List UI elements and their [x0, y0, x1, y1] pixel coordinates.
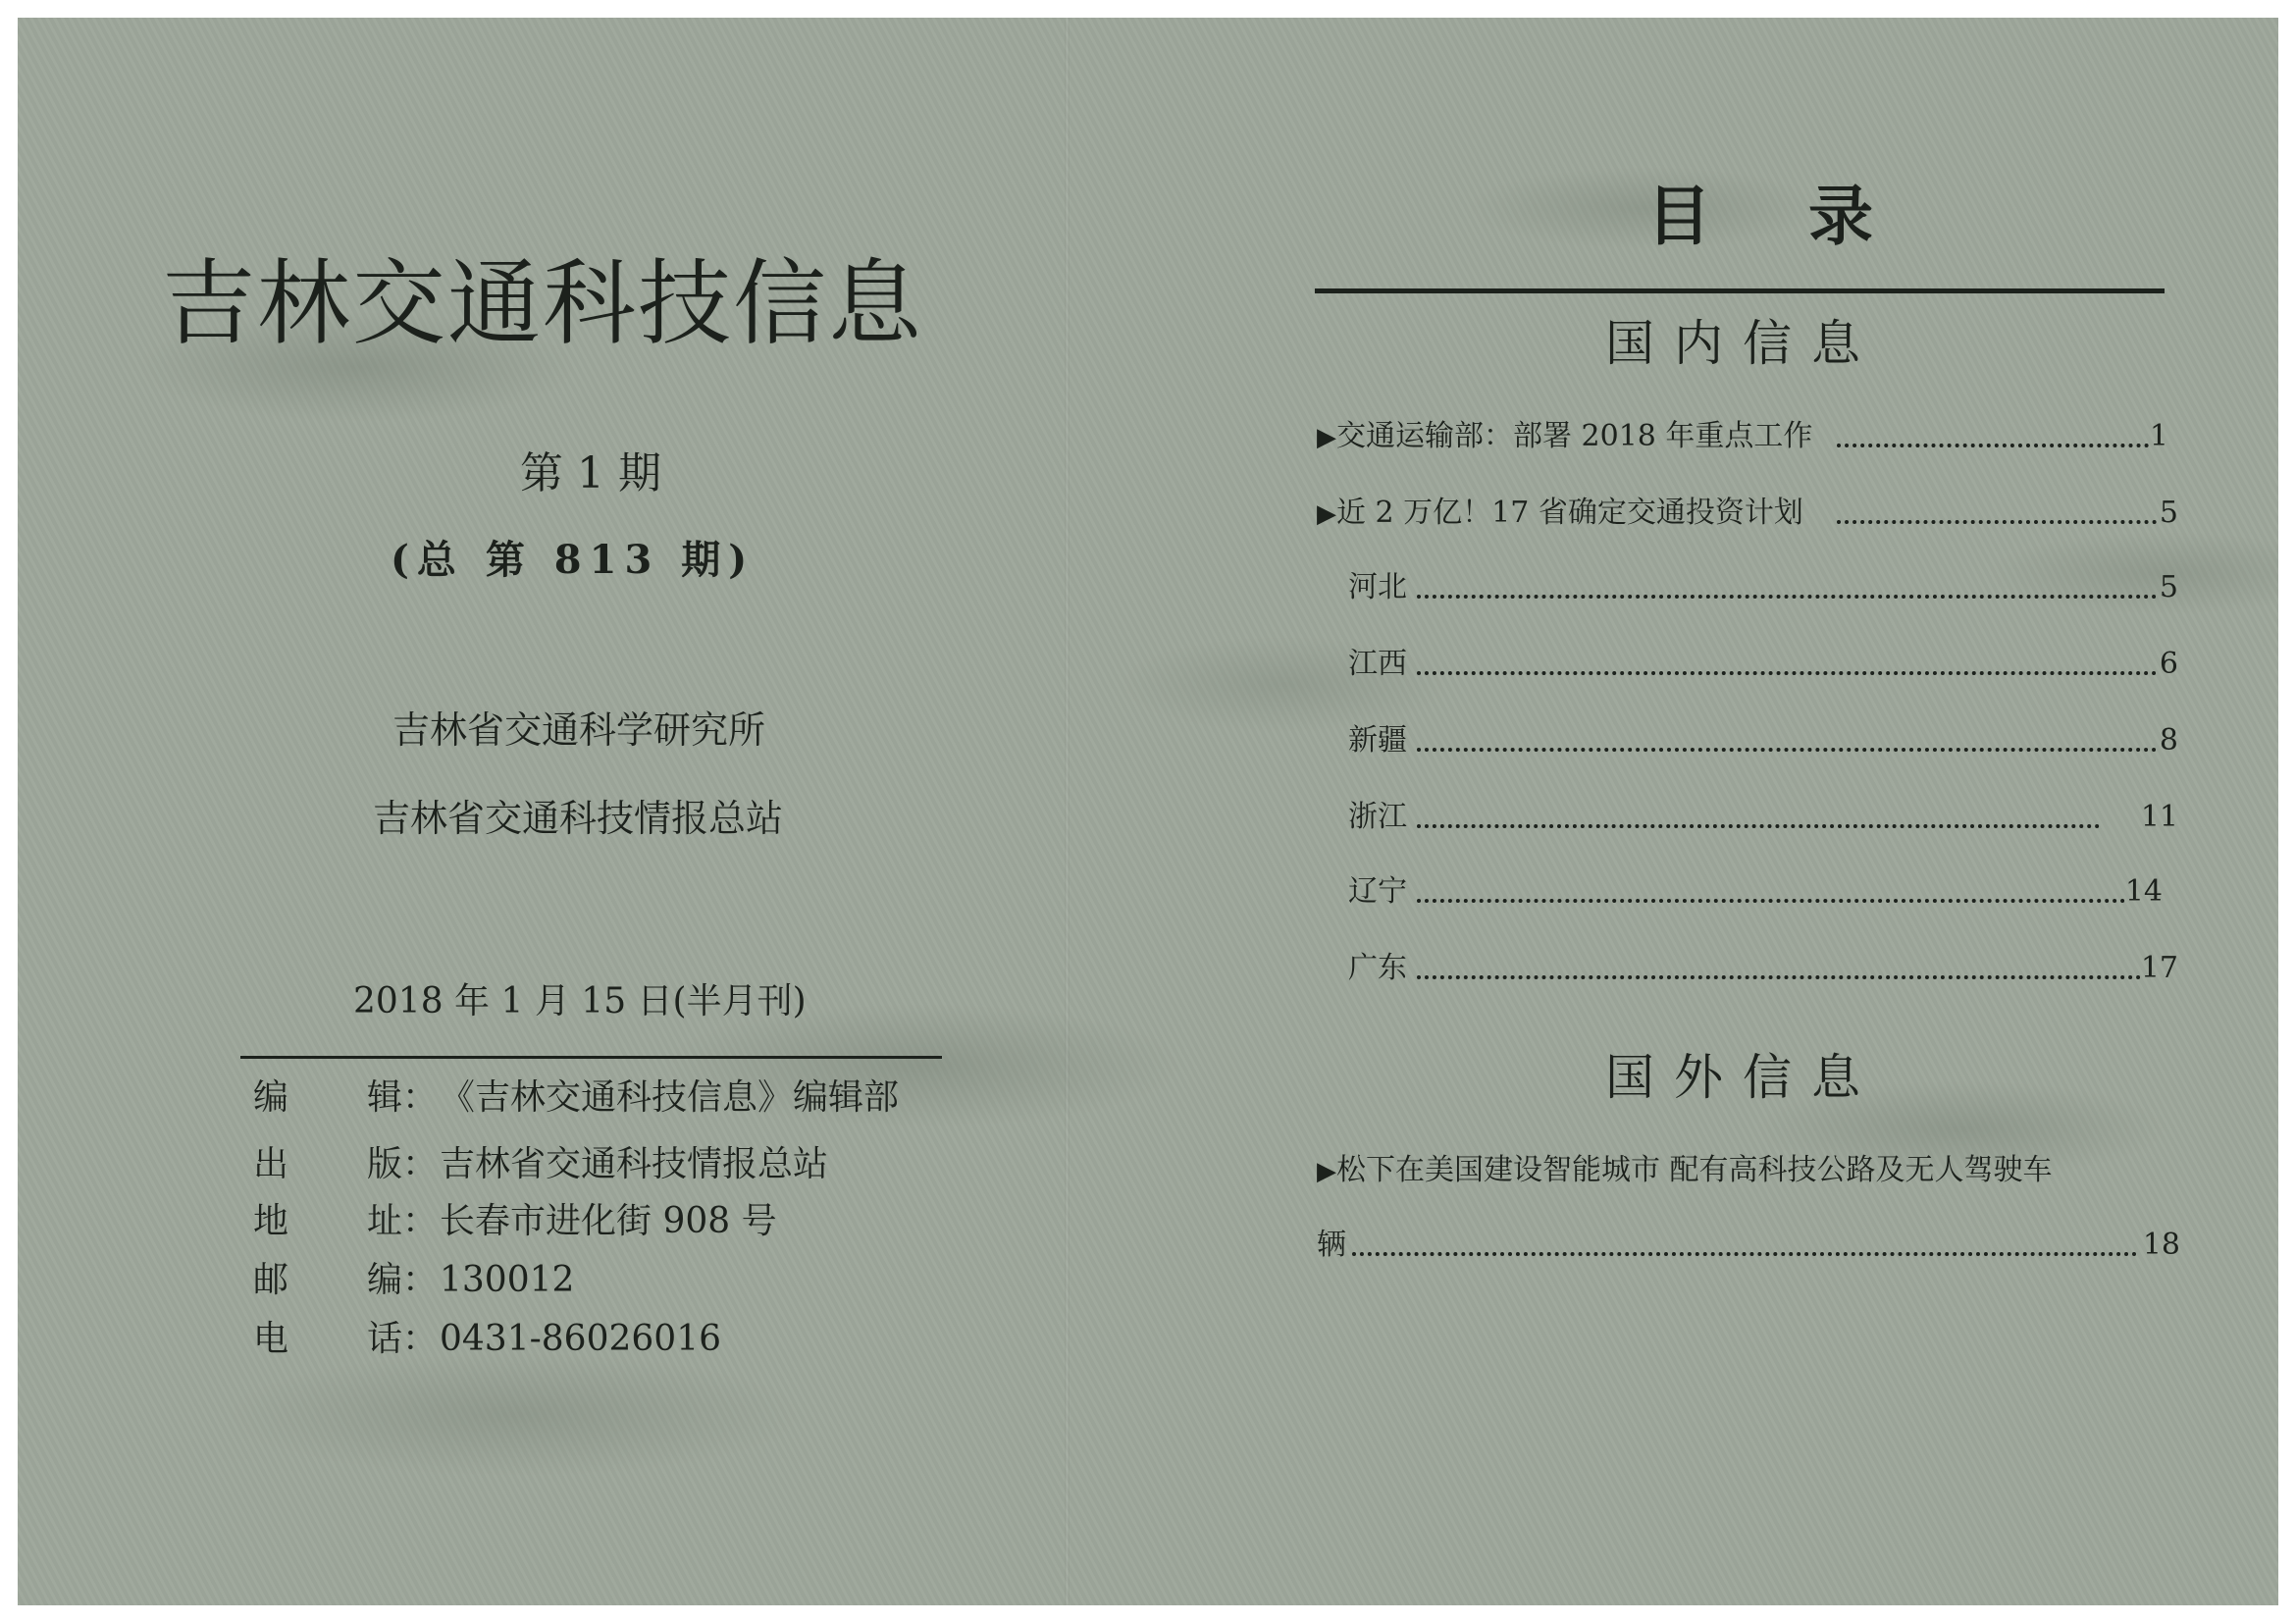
- toc-entry-foreign-line1[interactable]: [1317, 1150, 2180, 1191]
- toc-entry[interactable]: [1317, 416, 2168, 457]
- toc-entry-page: 11: [2140, 800, 2178, 834]
- triangle-bullet-icon: ▶: [1317, 1157, 1336, 1186]
- publication-date: 2018 年 1 月 15 日(半月刊): [353, 981, 807, 1021]
- triangle-bullet-icon: ▶: [1317, 423, 1336, 452]
- page-fold: [1065, 18, 1070, 1605]
- toc-entry[interactable]: [1348, 567, 2178, 608]
- toc-entry[interactable]: [1348, 797, 2178, 838]
- toc-entry-label: 广东: [1348, 951, 1407, 985]
- info-value: 吉林省交通科技情报总站: [440, 1144, 829, 1184]
- dot-leader: [1417, 871, 2125, 903]
- info-key: 址：: [367, 1201, 439, 1241]
- toc-entry-label: ▶近 2 万亿！17 省确定交通投资计划: [1317, 496, 1803, 530]
- toc-entry[interactable]: [1348, 644, 2178, 685]
- dot-leader: [1837, 493, 2157, 524]
- toc-entry-page: 17: [2140, 951, 2178, 985]
- toc-entry-page: 1: [2149, 419, 2168, 453]
- toc-entry[interactable]: [1348, 948, 2178, 989]
- dot-leader: [1417, 644, 2157, 675]
- dot-leader: [1417, 720, 2157, 752]
- triangle-bullet-icon: ▶: [1317, 499, 1336, 529]
- info-value: 0431-86026016: [440, 1319, 722, 1359]
- info-value: 长春市进化街 908 号: [440, 1201, 777, 1241]
- organization-2: 吉林省交通科技情报总站: [373, 797, 784, 840]
- section-heading-foreign: 国外信息: [1605, 1049, 1880, 1106]
- toc-entry[interactable]: [1348, 720, 2178, 761]
- divider-line: [240, 1056, 942, 1059]
- toc-entry-label: 新疆: [1348, 723, 1407, 758]
- toc-entry-label: ▶交通运输部：部署 2018 年重点工作: [1317, 419, 1813, 453]
- toc-entry-page: 5: [2159, 570, 2178, 604]
- toc-entry-page: 14: [2124, 874, 2163, 909]
- toc-entry-label: ▶松下在美国建设智能城市 配有高科技公路及无人驾驶车: [1317, 1153, 2053, 1187]
- info-key: 编：: [367, 1260, 439, 1300]
- info-key: 版：: [367, 1144, 439, 1184]
- toc-entry-page: 18: [2142, 1228, 2180, 1262]
- toc-entry-label: 辽宁: [1348, 874, 1407, 909]
- info-key: 辑：: [367, 1077, 439, 1118]
- info-value: 《吉林交通科技信息》编辑部: [440, 1077, 900, 1118]
- info-key: 地: [253, 1201, 289, 1241]
- toc-entry-foreign-line2[interactable]: [1317, 1225, 2180, 1266]
- info-key: 电: [253, 1319, 289, 1359]
- dot-leader: [1417, 567, 2157, 599]
- info-value: 130012: [440, 1260, 575, 1300]
- toc-entry-label: 河北: [1348, 570, 1407, 604]
- toc-entry-label: 辆: [1317, 1228, 1346, 1262]
- toc-title: 目 录: [1646, 178, 1910, 254]
- dot-leader: [1417, 948, 2141, 979]
- toc-divider: [1315, 288, 2165, 293]
- toc-entry-label: 浙江: [1348, 800, 1407, 834]
- toc-entry-label: 江西: [1348, 647, 1407, 681]
- toc-entry-page: 6: [2159, 647, 2178, 681]
- toc-entry[interactable]: [1317, 493, 2178, 534]
- toc-entry-page: 5: [2159, 496, 2178, 530]
- dot-leader: [1417, 797, 2100, 828]
- info-key: 出: [253, 1144, 289, 1184]
- total-issue-number: (总 第 813 期): [391, 537, 756, 583]
- organization-1: 吉林省交通科学研究所: [392, 708, 766, 752]
- toc-entry-page: 8: [2159, 723, 2178, 758]
- issue-number: 第 1 期: [520, 448, 661, 498]
- publication-title: 吉林交通科技信息: [162, 250, 924, 358]
- dot-leader: [1837, 416, 2149, 447]
- info-key: 邮: [253, 1260, 289, 1300]
- info-key: 话：: [367, 1319, 439, 1359]
- dot-leader: [1352, 1225, 2137, 1256]
- section-heading-domestic: 国内信息: [1605, 315, 1880, 372]
- info-key: 编: [253, 1077, 289, 1118]
- toc-entry[interactable]: [1348, 871, 2163, 913]
